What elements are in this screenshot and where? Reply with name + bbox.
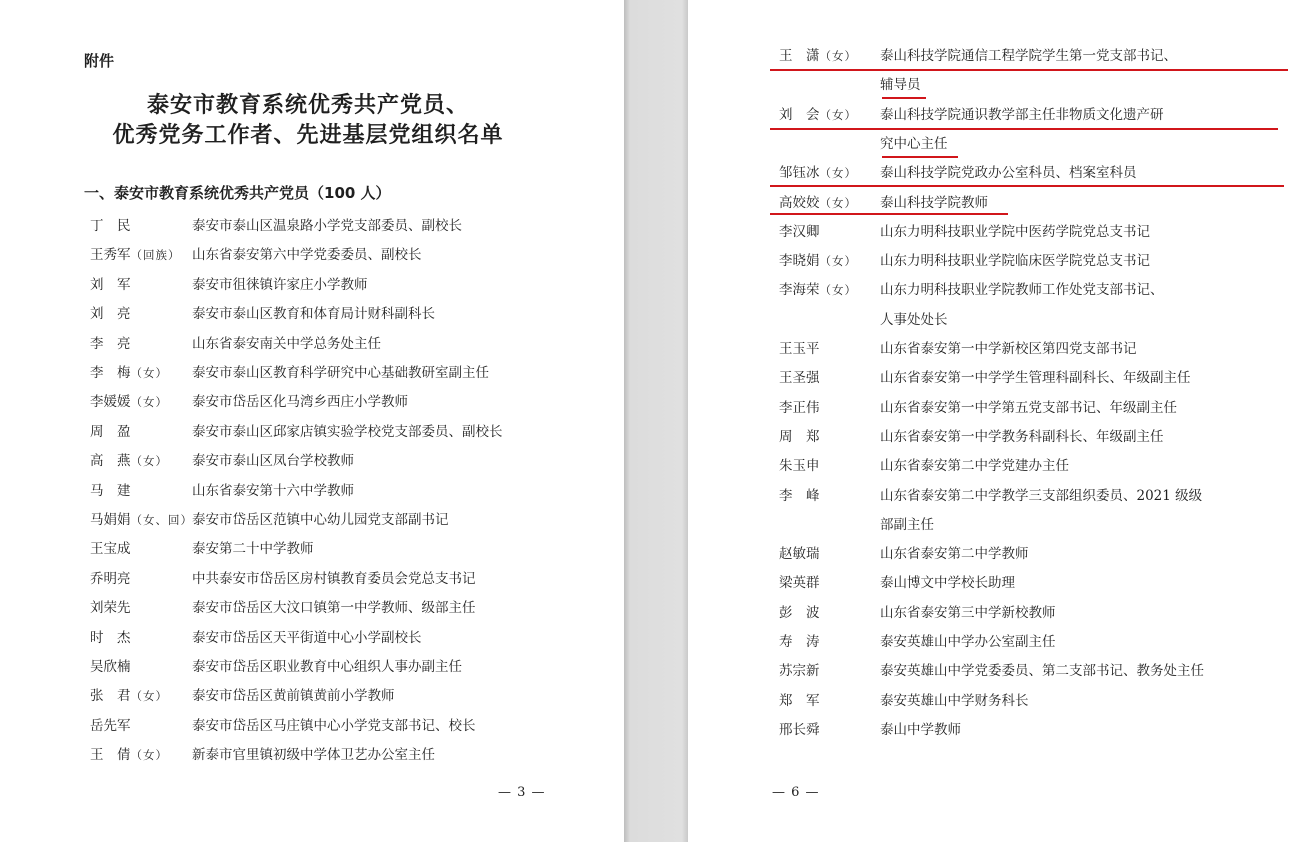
list-item xyxy=(779,306,1299,335)
person-position: 泰山科技学院党政办公室科员、档案室科员 xyxy=(880,165,1137,182)
person-name xyxy=(90,506,193,535)
person-name xyxy=(90,271,131,300)
person-note: （回族） xyxy=(130,248,181,263)
red-underline-mark xyxy=(770,69,1288,71)
list-item xyxy=(779,423,1299,452)
list-item xyxy=(779,159,1299,188)
person-name xyxy=(779,101,857,130)
list-item xyxy=(90,565,610,594)
person-position: 泰山中学教师 xyxy=(880,721,961,738)
person-note: （女） xyxy=(819,49,857,63)
red-underline-mark xyxy=(770,128,1278,130)
person-name-text: 刘 会 xyxy=(779,106,820,123)
list-item xyxy=(779,569,1299,598)
person-position: 山东省泰安第二中学党建办主任 xyxy=(880,458,1069,475)
person-name-text: 高姣姣 xyxy=(779,194,820,211)
list-item xyxy=(779,42,1299,71)
person-position: 山东省泰安南关中学总务处主任 xyxy=(192,335,381,352)
person-position: 泰安市泰山区凤台学校教师 xyxy=(192,453,354,470)
list-item xyxy=(90,300,610,329)
list-item xyxy=(90,741,610,770)
person-name-text: 刘荣先 xyxy=(90,600,131,617)
person-name-text: 丁 民 xyxy=(90,218,131,234)
person-name xyxy=(779,452,820,481)
person-name-text: 岳先军 xyxy=(90,717,131,734)
list-item xyxy=(90,535,610,564)
list-item xyxy=(90,359,610,388)
list-item xyxy=(779,335,1299,364)
person-name-text: 王宝成 xyxy=(90,541,131,558)
person-note: （女） xyxy=(819,195,857,210)
person-name-text: 苏宗新 xyxy=(779,663,820,680)
person-name xyxy=(90,388,168,417)
person-name-text: 李 亮 xyxy=(90,335,131,352)
page-number: — 3 — xyxy=(498,785,546,800)
person-position: 泰安市泰山区邱家店镇实验学校党支部委员、副校长 xyxy=(192,423,503,440)
person-position: 泰安英雄山中学办公室副主任 xyxy=(880,634,1056,650)
person-position: 山东省泰安第一中学第五党支部书记、年级副主任 xyxy=(880,399,1177,416)
person-name-text: 刘 军 xyxy=(90,276,131,293)
person-name-text: 王圣强 xyxy=(779,370,820,387)
list-item xyxy=(90,682,610,711)
list-item xyxy=(90,388,610,417)
person-position: 泰山科技学院通识教学部主任非物质文化遗产研 xyxy=(880,106,1164,123)
person-position: 山东力明科技职业学院临床医学院党总支书记 xyxy=(880,253,1150,270)
list-item xyxy=(779,71,1299,100)
document-title-line-1: 泰安市教育系统优秀共产党员、 xyxy=(146,92,469,118)
person-name-text: 刘 亮 xyxy=(90,306,131,323)
person-position: 辅导员 xyxy=(880,77,921,94)
person-name-text: 李晓娟 xyxy=(779,253,820,270)
list-item xyxy=(90,212,610,241)
person-name xyxy=(779,247,857,276)
person-position: 泰安第二十中学教师 xyxy=(192,541,314,558)
list-item xyxy=(90,624,610,653)
person-position: 新泰市官里镇初级中学体卫艺办公室主任 xyxy=(192,747,435,764)
document-title-line-2: 优秀党务工作者、先进基层党组织名单 xyxy=(112,122,504,148)
page-gutter xyxy=(624,0,688,842)
attachment-label: 附件 xyxy=(84,52,115,70)
list-item xyxy=(779,687,1299,716)
person-position: 泰安市岱岳区化马湾乡西庄小学教师 xyxy=(192,394,408,411)
person-position: 泰安市泰山区教育和体育局计财科副科长 xyxy=(192,306,435,323)
person-position: 山东省泰安第一中学学生管理科副科长、年级副主任 xyxy=(880,370,1191,387)
person-name-text: 吴欣楠 xyxy=(90,659,131,675)
person-name-text: 李 梅 xyxy=(90,365,131,381)
list-item xyxy=(779,452,1299,481)
person-name xyxy=(90,741,168,770)
person-name-text: 王 潇 xyxy=(779,48,820,64)
person-name-text: 梁英群 xyxy=(779,575,820,592)
person-position: 泰安市徂徕镇许家庄小学教师 xyxy=(192,276,368,293)
person-name xyxy=(90,330,131,359)
red-underline-mark xyxy=(882,97,926,99)
person-name xyxy=(90,418,131,447)
person-name-text: 邹钰冰 xyxy=(779,165,820,182)
red-underline-mark xyxy=(770,185,1284,187)
person-note: （女） xyxy=(819,254,857,269)
person-name xyxy=(90,565,131,594)
list-item xyxy=(779,394,1299,423)
list-item xyxy=(90,447,610,476)
person-position: 泰安市泰山区温泉路小学党支部委员、副校长 xyxy=(192,218,462,234)
person-note: （女、回） xyxy=(130,513,193,527)
person-name xyxy=(90,682,168,711)
list-item xyxy=(90,271,610,300)
person-position: 泰山博文中学校长助理 xyxy=(880,575,1015,592)
list-item xyxy=(90,330,610,359)
person-position: 泰山科技学院教师 xyxy=(880,194,988,211)
person-name xyxy=(90,653,131,682)
page-number: — 6 — xyxy=(772,785,820,800)
list-item xyxy=(779,599,1299,628)
person-position: 部副主任 xyxy=(880,516,934,533)
person-name-text: 彭 波 xyxy=(779,604,820,621)
list-item xyxy=(779,101,1299,130)
list-item xyxy=(779,716,1299,745)
person-note: （女） xyxy=(819,107,857,122)
list-item xyxy=(779,247,1299,276)
person-name-text: 乔明亮 xyxy=(90,570,131,587)
person-name xyxy=(90,447,168,476)
list-item xyxy=(779,276,1299,305)
person-name xyxy=(779,159,857,188)
list-item xyxy=(779,130,1299,159)
person-name-text: 张 君 xyxy=(90,688,131,705)
person-note: （女） xyxy=(130,748,168,763)
list-item xyxy=(90,241,610,270)
person-name-text: 王 倩 xyxy=(90,747,131,764)
person-name xyxy=(779,335,820,364)
person-name-text: 王秀军 xyxy=(90,247,131,264)
person-name-text: 李正伟 xyxy=(779,399,820,416)
person-name xyxy=(779,716,820,745)
person-position: 泰山科技学院通信工程学院学生第一党支部书记、 xyxy=(880,48,1177,64)
person-name xyxy=(779,540,820,569)
person-name xyxy=(90,477,131,506)
person-name-text: 寿 涛 xyxy=(779,634,820,650)
red-underline-mark xyxy=(882,156,958,158)
document-page-6 xyxy=(688,0,1312,842)
person-position: 山东力明科技职业学院中医药学院党总支书记 xyxy=(880,223,1150,240)
person-name-text: 周 郑 xyxy=(779,428,820,445)
list-item xyxy=(90,477,610,506)
list-item xyxy=(90,712,610,741)
person-position: 山东省泰安第二中学教师 xyxy=(880,546,1029,563)
list-item xyxy=(779,540,1299,569)
person-note: （女） xyxy=(130,366,168,380)
person-position: 泰安市岱岳区马庄镇中心小学党支部书记、校长 xyxy=(192,717,476,734)
person-position: 山东力明科技职业学院教师工作处党支部书记、 xyxy=(880,282,1164,299)
person-position: 泰安英雄山中学财务科长 xyxy=(880,692,1029,709)
person-name-text: 郑 军 xyxy=(779,692,820,709)
person-note: （女） xyxy=(819,166,857,181)
person-name xyxy=(779,482,820,511)
person-name-text: 李 峰 xyxy=(779,487,820,504)
document-page-3 xyxy=(0,0,624,842)
person-name xyxy=(90,594,131,623)
person-position: 泰安市岱岳区职业教育中心组织人事办副主任 xyxy=(192,659,462,675)
person-name-text: 时 杰 xyxy=(90,629,131,646)
person-name xyxy=(90,712,131,741)
person-position: 泰安市岱岳区范镇中心幼儿园党支部副书记 xyxy=(192,512,449,528)
person-position: 中共泰安市岱岳区房村镇教育委员会党总支书记 xyxy=(192,570,476,587)
person-name-text: 李汉卿 xyxy=(779,223,820,240)
person-name xyxy=(779,394,820,423)
section-heading: 一、泰安市教育系统优秀共产党员（100 人） xyxy=(84,184,391,202)
person-name xyxy=(90,212,131,241)
person-position: 泰安英雄山中学党委委员、第二支部书记、教务处主任 xyxy=(880,663,1204,680)
person-name xyxy=(90,535,131,564)
person-name xyxy=(779,569,820,598)
person-name-text: 高 燕 xyxy=(90,453,131,470)
list-item xyxy=(779,218,1299,247)
person-position: 究中心主任 xyxy=(880,135,948,152)
person-name xyxy=(779,218,820,247)
person-name-text: 马娟娟 xyxy=(90,512,131,528)
person-name xyxy=(779,276,857,305)
list-item xyxy=(90,506,610,535)
list-item xyxy=(90,594,610,623)
person-name xyxy=(90,359,168,388)
person-name-text: 王玉平 xyxy=(779,341,820,357)
person-name xyxy=(779,687,820,716)
person-note: （女） xyxy=(130,395,168,410)
person-name xyxy=(779,657,820,686)
person-position: 山东省泰安第二中学教学三支部组织委员、2021 级级 xyxy=(880,487,1203,504)
person-name xyxy=(779,628,820,657)
person-name-text: 周 盈 xyxy=(90,423,131,440)
person-position: 山东省泰安第一中学教务科副科长、年级副主任 xyxy=(880,428,1164,445)
person-name-text: 邢长舜 xyxy=(779,721,820,738)
list-item xyxy=(779,482,1299,511)
person-name-text: 朱玉申 xyxy=(779,458,820,475)
person-position: 山东省泰安第一中学新校区第四党支部书记 xyxy=(880,341,1137,357)
person-name xyxy=(779,423,820,452)
person-position: 山东省泰安第十六中学教师 xyxy=(192,482,354,499)
person-name xyxy=(779,599,820,628)
person-note: （女） xyxy=(130,454,168,469)
person-name-text: 李媛媛 xyxy=(90,394,131,411)
person-position: 泰安市岱岳区黄前镇黄前小学教师 xyxy=(192,688,395,705)
person-position: 泰安市岱岳区天平街道中心小学副校长 xyxy=(192,629,422,646)
person-name-text: 李海荣 xyxy=(779,282,820,299)
red-underline-mark xyxy=(770,213,1008,215)
list-item xyxy=(779,657,1299,686)
person-name xyxy=(90,624,131,653)
list-item xyxy=(90,418,610,447)
list-item xyxy=(779,628,1299,657)
person-note: （女） xyxy=(130,689,168,704)
list-item xyxy=(90,653,610,682)
person-name xyxy=(779,364,820,393)
person-position: 泰安市泰山区教育科学研究中心基础教研室副主任 xyxy=(192,365,489,381)
list-item xyxy=(779,364,1299,393)
person-name xyxy=(779,42,857,71)
person-name-text: 马 建 xyxy=(90,482,131,499)
person-note: （女） xyxy=(819,283,857,298)
person-name-text: 赵敏瑞 xyxy=(779,546,820,563)
person-name xyxy=(90,300,131,329)
person-position: 人事处处长 xyxy=(880,311,948,328)
list-item xyxy=(779,511,1299,540)
person-position: 泰安市岱岳区大汶口镇第一中学教师、级部主任 xyxy=(192,600,476,617)
person-position: 山东省泰安第三中学新校教师 xyxy=(880,604,1056,621)
person-position: 山东省泰安第六中学党委委员、副校长 xyxy=(192,247,422,264)
person-name xyxy=(90,241,181,270)
